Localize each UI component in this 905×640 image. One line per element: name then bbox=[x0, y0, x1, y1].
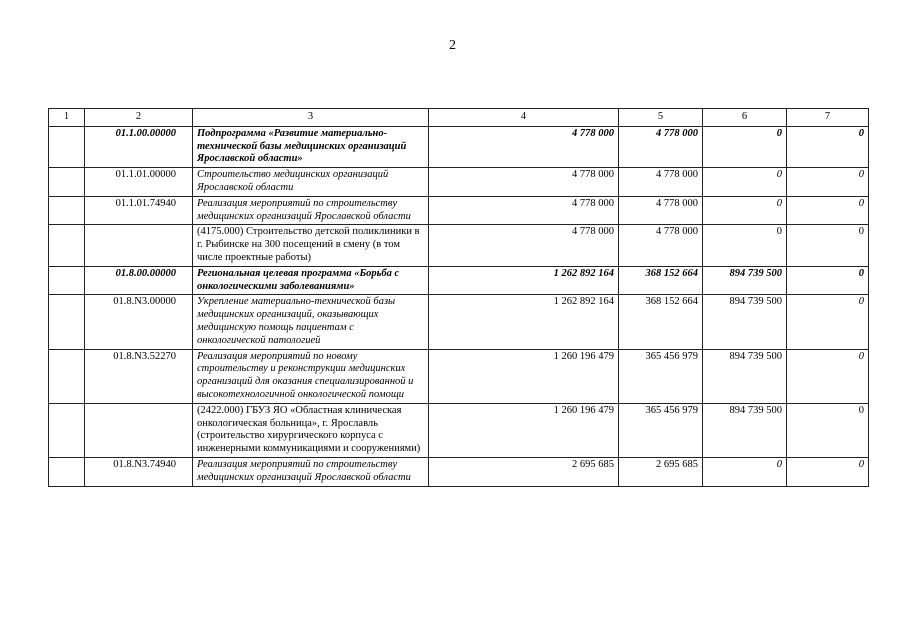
item-name-cell: Подпрограмма «Развитие материально-технической базы медицинских организаций Ярославской области» bbox=[193, 126, 429, 167]
amount-col5-cell: 4 778 000 bbox=[619, 168, 703, 197]
amount-col6-cell: 894 739 500 bbox=[703, 295, 787, 349]
row-index-cell bbox=[49, 225, 85, 266]
amount-total-cell: 4 778 000 bbox=[429, 225, 619, 266]
item-name-cell: Реализация мероприятий по новому строительству и реконструкции медицинских организаций для оказания специализированной и высокотехнологичной онкологической помощи bbox=[193, 349, 429, 403]
amount-col6-cell: 894 739 500 bbox=[703, 403, 787, 457]
amount-col5-cell: 4 778 000 bbox=[619, 196, 703, 225]
column-header: 1 bbox=[49, 109, 85, 127]
amount-total-cell: 4 778 000 bbox=[429, 168, 619, 197]
row-index-cell bbox=[49, 126, 85, 167]
row-index-cell bbox=[49, 403, 85, 457]
amount-total-cell: 4 778 000 bbox=[429, 196, 619, 225]
amount-col6-cell: 0 bbox=[703, 457, 787, 486]
table-row bbox=[49, 403, 869, 457]
row-index-cell bbox=[49, 168, 85, 197]
amount-col5-cell: 4 778 000 bbox=[619, 126, 703, 167]
column-header: 5 bbox=[619, 109, 703, 127]
amount-total-cell: 1 260 196 479 bbox=[429, 403, 619, 457]
amount-col5-cell: 365 456 979 bbox=[619, 349, 703, 403]
amount-col7-cell: 0 bbox=[787, 457, 869, 486]
table-row bbox=[49, 126, 869, 167]
column-header: 3 bbox=[193, 109, 429, 127]
item-name-cell: (2422.000) ГБУЗ ЯО «Областная клиническая онкологическая больница», г. Ярославль (строительство хирургического корпуса с инженерными коммуникациями и сооружениями) bbox=[193, 403, 429, 457]
amount-col7-cell: 0 bbox=[787, 295, 869, 349]
row-index-cell bbox=[49, 457, 85, 486]
page-number: 2 bbox=[449, 38, 456, 53]
amount-total-cell: 1 262 892 164 bbox=[429, 295, 619, 349]
budget-code-cell: 01.1.00.00000 bbox=[85, 126, 193, 167]
amount-col5-cell: 4 778 000 bbox=[619, 225, 703, 266]
item-name-cell: Региональная целевая программа «Борьба с онкологическими заболеваниями» bbox=[193, 266, 429, 295]
budget-table bbox=[48, 108, 869, 487]
amount-col6-cell: 0 bbox=[703, 225, 787, 266]
column-header: 6 bbox=[703, 109, 787, 127]
amount-col5-cell: 2 695 685 bbox=[619, 457, 703, 486]
amount-col6-cell: 894 739 500 bbox=[703, 349, 787, 403]
amount-total-cell: 4 778 000 bbox=[429, 126, 619, 167]
budget-code-cell: 01.1.01.74940 bbox=[85, 196, 193, 225]
amount-total-cell: 1 262 892 164 bbox=[429, 266, 619, 295]
amount-col6-cell: 0 bbox=[703, 126, 787, 167]
amount-col5-cell: 368 152 664 bbox=[619, 295, 703, 349]
row-index-cell bbox=[49, 349, 85, 403]
budget-code-cell: 01.8.N3.52270 bbox=[85, 349, 193, 403]
amount-total-cell: 2 695 685 bbox=[429, 457, 619, 486]
table-row bbox=[49, 266, 869, 295]
budget-code-cell: 01.1.01.00000 bbox=[85, 168, 193, 197]
table-row bbox=[49, 457, 869, 486]
item-name-cell: Строительство медицинских организаций Ярославской области bbox=[193, 168, 429, 197]
budget-code-cell bbox=[85, 403, 193, 457]
table-row bbox=[49, 168, 869, 197]
amount-col5-cell: 365 456 979 bbox=[619, 403, 703, 457]
item-name-cell: Реализация мероприятий по строительству медицинских организаций Ярославской области bbox=[193, 196, 429, 225]
amount-col7-cell: 0 bbox=[787, 225, 869, 266]
column-header: 7 bbox=[787, 109, 869, 127]
row-index-cell bbox=[49, 266, 85, 295]
row-index-cell bbox=[49, 196, 85, 225]
table-row bbox=[49, 349, 869, 403]
amount-col7-cell: 0 bbox=[787, 403, 869, 457]
amount-col7-cell: 0 bbox=[787, 266, 869, 295]
table-row bbox=[49, 196, 869, 225]
amount-col7-cell: 0 bbox=[787, 168, 869, 197]
amount-col7-cell: 0 bbox=[787, 126, 869, 167]
column-header: 4 bbox=[429, 109, 619, 127]
item-name-cell: Укрепление материально-технической базы медицинских организаций, оказывающих медицинскую помощь пациентам с онкологической патологией bbox=[193, 295, 429, 349]
item-name-cell: (4175.000) Строительство детской поликлиники в г. Рыбинске на 300 посещений в смену (в том числе проектные работы) bbox=[193, 225, 429, 266]
amount-col6-cell: 0 bbox=[703, 168, 787, 197]
table-row bbox=[49, 295, 869, 349]
amount-total-cell: 1 260 196 479 bbox=[429, 349, 619, 403]
budget-code-cell: 01.8.N3.74940 bbox=[85, 457, 193, 486]
budget-code-cell: 01.8.00.00000 bbox=[85, 266, 193, 295]
amount-col6-cell: 0 bbox=[703, 196, 787, 225]
amount-col7-cell: 0 bbox=[787, 349, 869, 403]
row-index-cell bbox=[49, 295, 85, 349]
amount-col6-cell: 894 739 500 bbox=[703, 266, 787, 295]
table-header-row bbox=[49, 109, 869, 127]
amount-col5-cell: 368 152 664 bbox=[619, 266, 703, 295]
table-row bbox=[49, 225, 869, 266]
amount-col7-cell: 0 bbox=[787, 196, 869, 225]
item-name-cell: Реализация мероприятий по строительству медицинских организаций Ярославской области bbox=[193, 457, 429, 486]
column-header: 2 bbox=[85, 109, 193, 127]
budget-code-cell bbox=[85, 225, 193, 266]
budget-code-cell: 01.8.N3.00000 bbox=[85, 295, 193, 349]
